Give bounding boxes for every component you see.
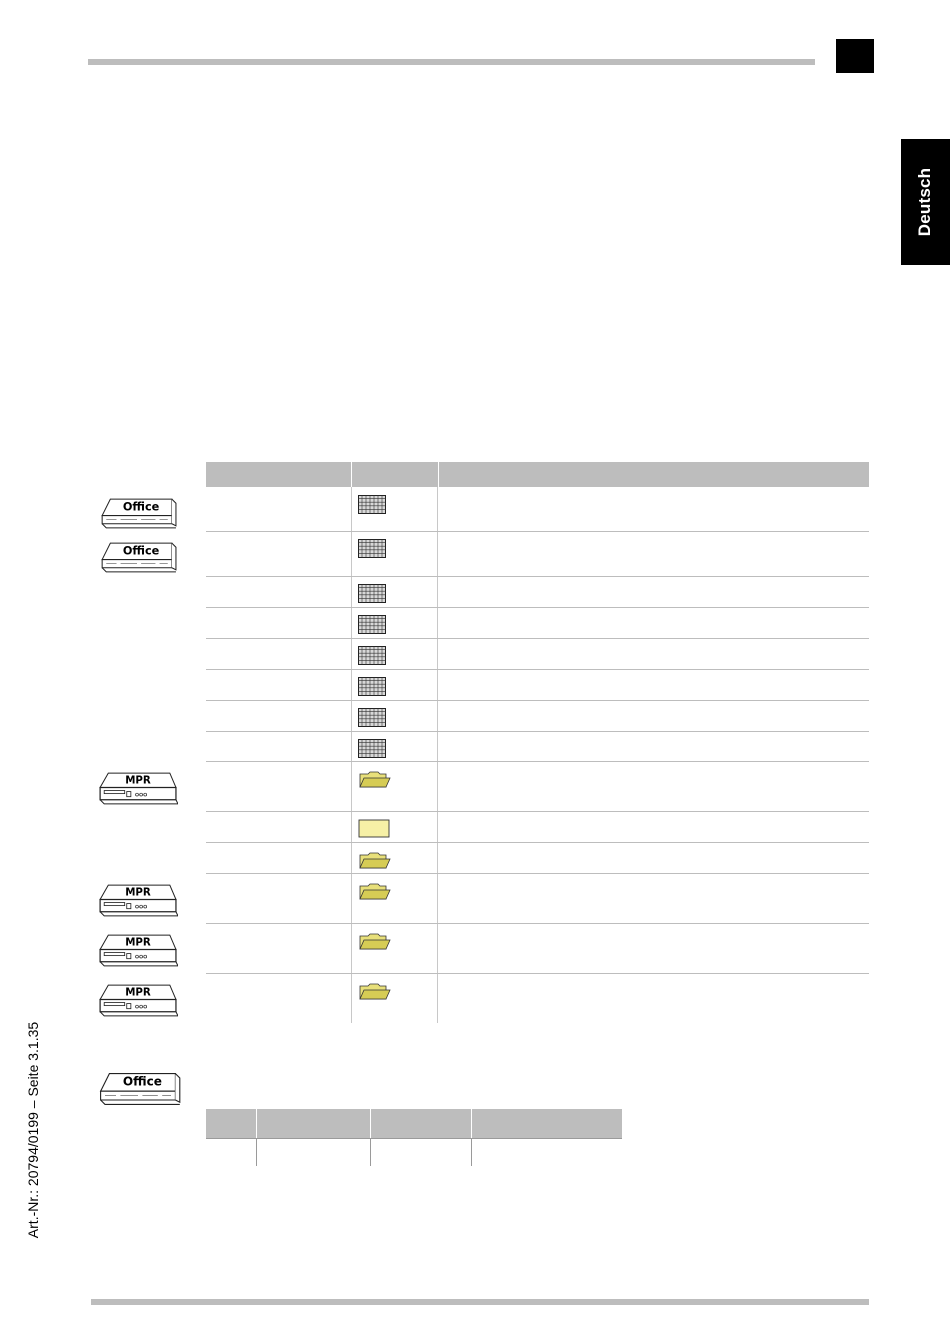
main-table-divider xyxy=(351,487,352,1023)
grid-icon xyxy=(358,739,386,758)
open-folder-icon xyxy=(358,883,391,902)
office-device-icon xyxy=(96,493,178,534)
grid-icon xyxy=(358,584,386,603)
mpr-device-label: MPR xyxy=(125,986,151,999)
table-row-separator xyxy=(206,873,869,874)
side-reference-text: Art.-Nr.: 20794/0199 – Seite 3.1.35 xyxy=(25,1021,41,1239)
open-folder-icon xyxy=(358,771,391,790)
grid-icon xyxy=(358,677,386,696)
open-folder-icon xyxy=(358,933,391,952)
table-row-separator xyxy=(206,731,869,732)
table-row-separator xyxy=(206,700,869,701)
office-device-icon xyxy=(96,537,178,578)
table-row-separator xyxy=(206,811,869,812)
mpr-device-icon xyxy=(96,931,178,972)
grid-icon xyxy=(358,539,386,558)
chapter-marker xyxy=(836,39,874,73)
mpr-device-icon xyxy=(96,981,178,1022)
closed-folder-icon xyxy=(358,819,391,838)
office-device-icon xyxy=(94,1067,182,1111)
main-table-header xyxy=(206,462,869,487)
table-row-separator xyxy=(206,607,869,608)
table-row-separator xyxy=(206,669,869,670)
language-tab xyxy=(901,139,950,265)
table-row-separator xyxy=(206,973,869,974)
office-device-label: Office xyxy=(122,1074,162,1089)
table-row-separator xyxy=(206,576,869,577)
main-table-divider xyxy=(437,487,438,1023)
bottom-table-rule xyxy=(206,1138,622,1139)
language-tab-label: Deutsch xyxy=(915,167,935,237)
grid-icon xyxy=(358,646,386,665)
grid-icon xyxy=(358,708,386,727)
grid-icon xyxy=(358,615,386,634)
bottom-table-divider xyxy=(471,1139,472,1166)
bottom-table-header xyxy=(206,1109,622,1138)
table-row-separator xyxy=(206,638,869,639)
mpr-device-label: MPR xyxy=(125,774,151,787)
mpr-device-label: MPR xyxy=(125,936,151,949)
table-row-separator xyxy=(206,842,869,843)
open-folder-icon xyxy=(358,983,391,1002)
office-device-label: Office xyxy=(122,544,160,558)
bottom-table-divider xyxy=(256,1139,257,1166)
mpr-device-icon xyxy=(96,769,178,810)
open-folder-icon xyxy=(358,852,391,871)
table-row-separator xyxy=(206,923,869,924)
bottom-rule xyxy=(91,1299,869,1305)
table-row-separator xyxy=(206,761,869,762)
table-row-separator xyxy=(206,531,869,532)
bottom-table-divider xyxy=(370,1139,371,1166)
grid-icon xyxy=(358,495,386,514)
office-device-label: Office xyxy=(122,500,160,514)
mpr-device-label: MPR xyxy=(125,886,151,899)
mpr-device-icon xyxy=(96,881,178,922)
top-rule xyxy=(88,59,815,65)
